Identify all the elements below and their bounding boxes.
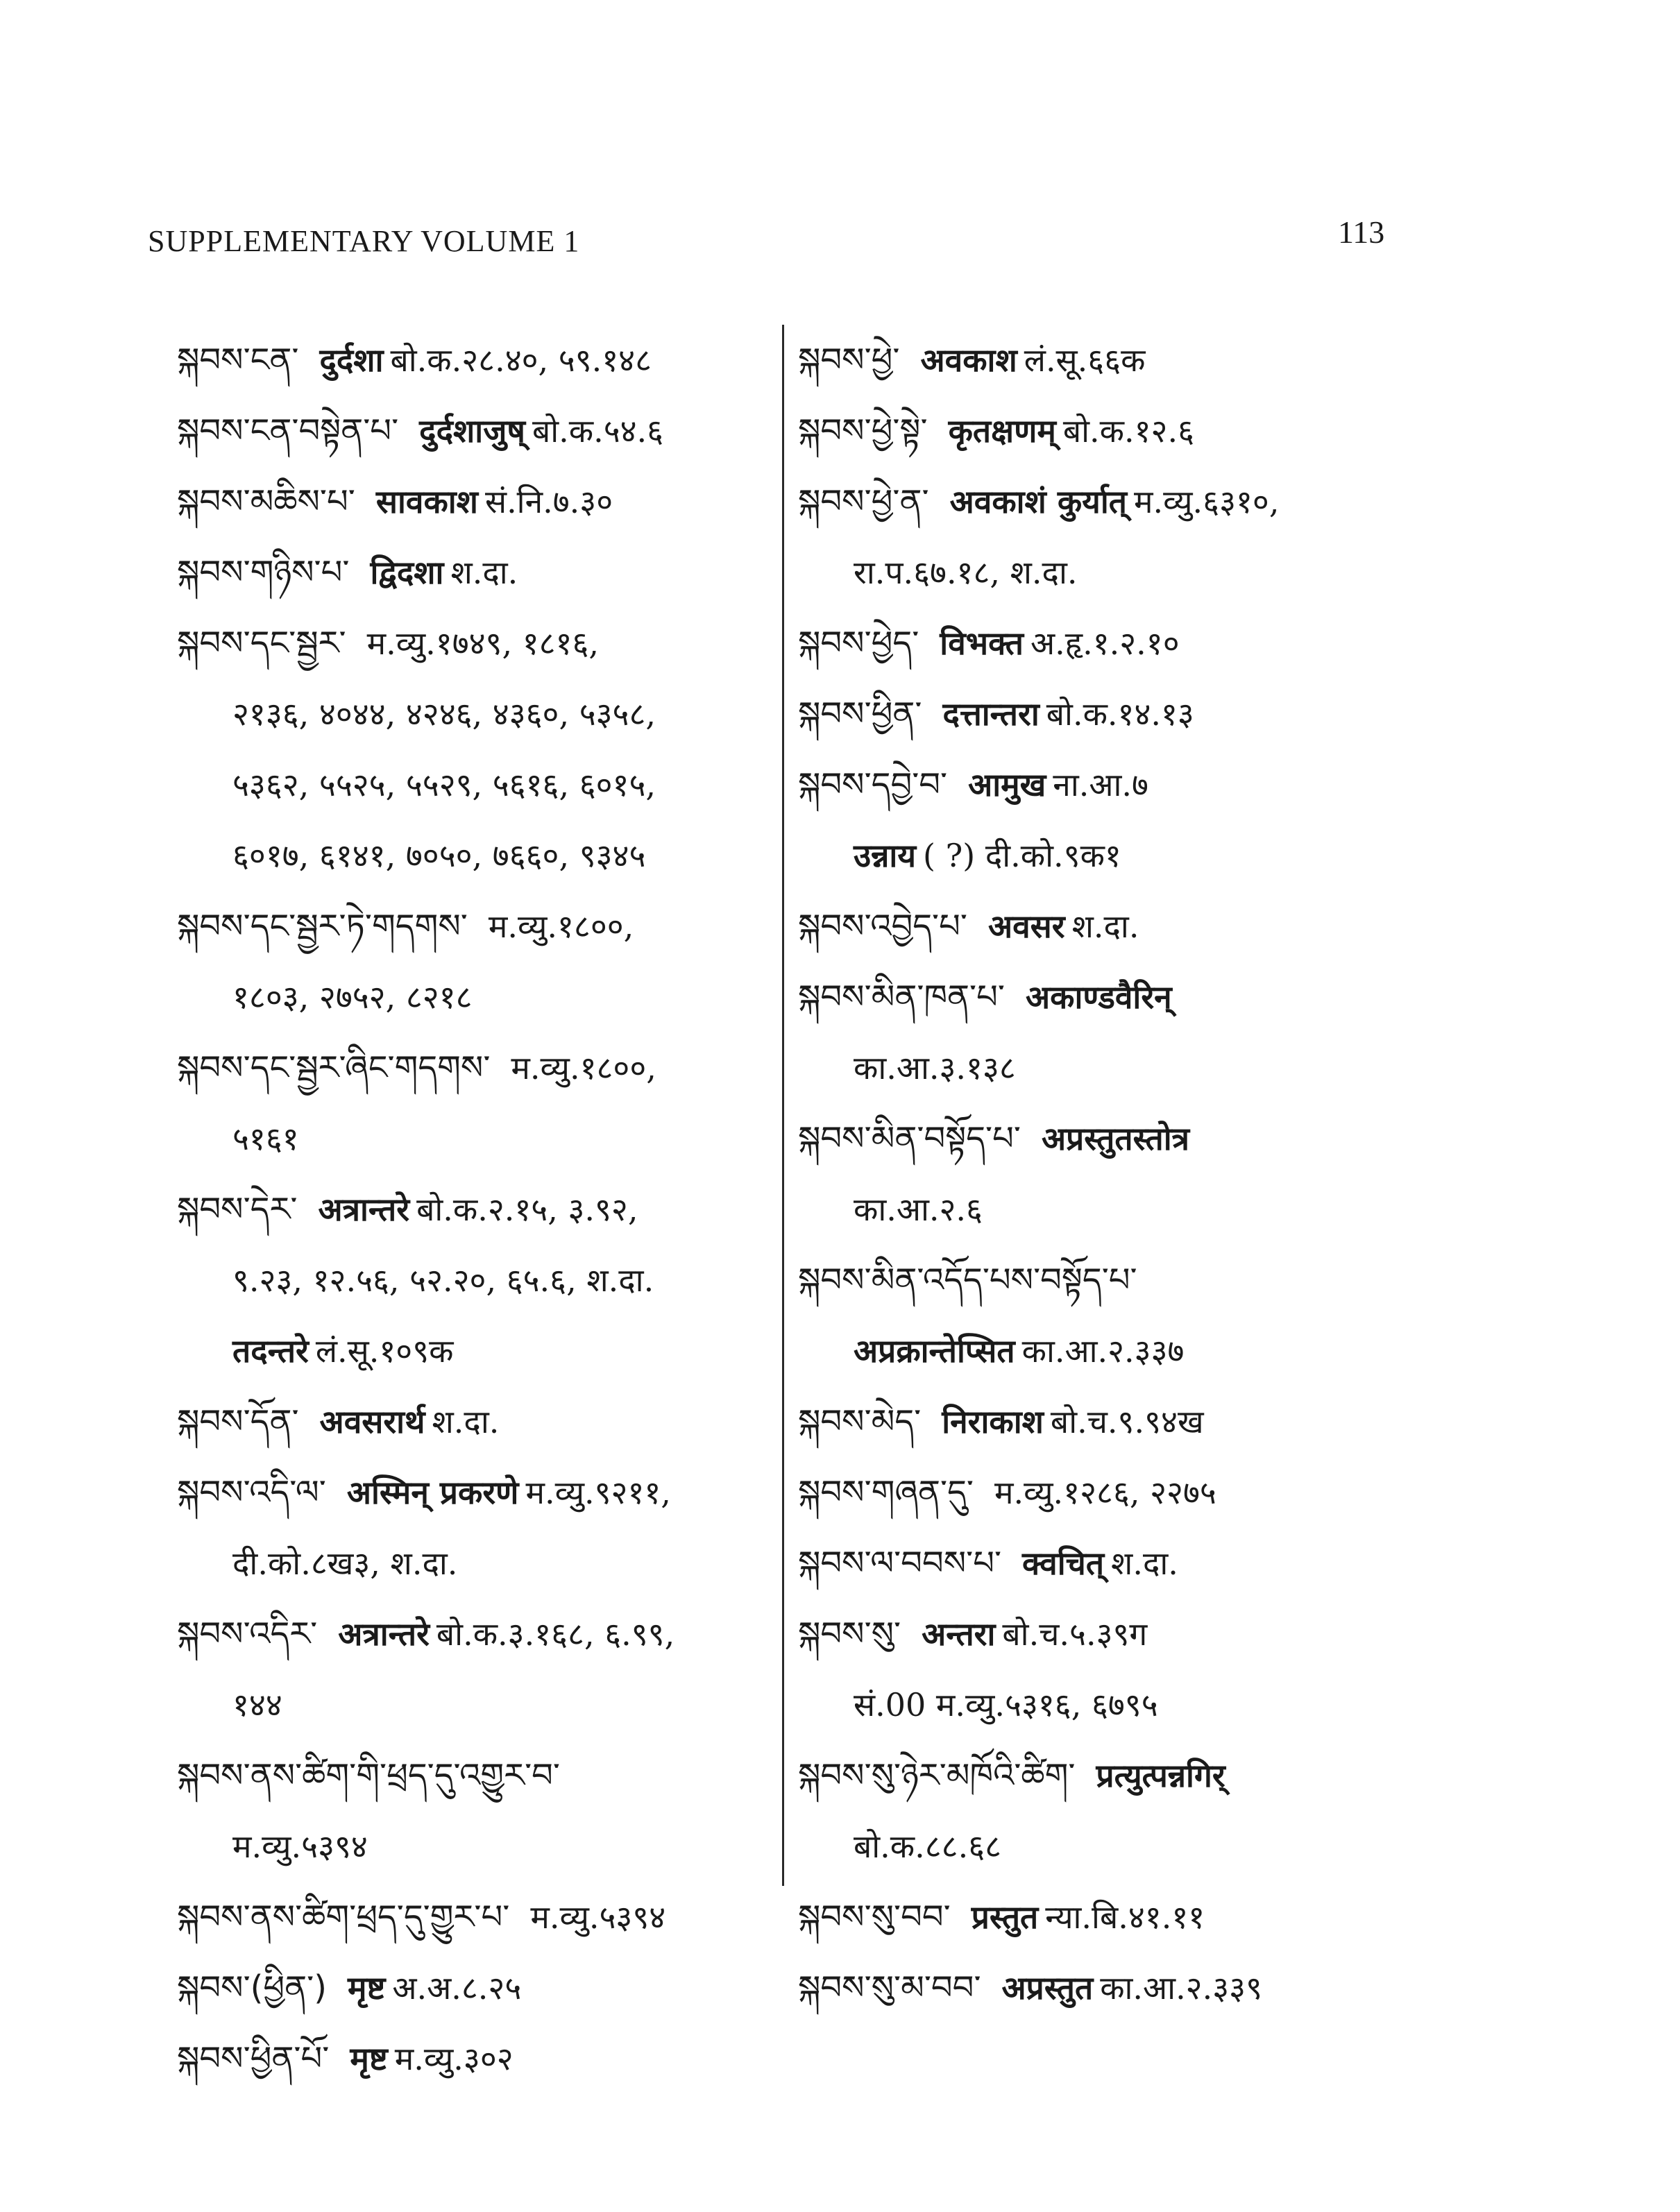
source-reference: बो.क.१४.१३ [1046,695,1194,733]
tibetan-headword: སྐབས་མིན་འདོད་པས་བསྟོད་པ་ [798,1261,1137,1300]
entry-continuation-line [798,820,1367,891]
entry-line [177,537,774,608]
entry-line [798,962,1367,1032]
entry-line [798,466,1367,537]
source-reference: म.व्यु.५३९४ [232,1828,368,1865]
entry-line [798,749,1367,820]
sanskrit-equivalent: अप्रक्रान्तेप्सित [854,1332,1015,1370]
tibetan-headword: སྐབས་མིན་ཁན་པ་ [798,978,1005,1016]
tibetan-headword: སྐབས་འབྱེད་པ་ [798,907,967,946]
entry-line [798,1245,1367,1316]
source-reference: म.व्यु.३०२ [394,2040,514,2077]
entry-line [798,1882,1367,1952]
sanskrit-equivalent: प्रत्युत्पन्नगिर् [1096,1757,1225,1794]
source-reference: बो.क.५४.६ [532,412,664,450]
source-reference: ९.२३, १२.५६, ५२.२०, ६५.६, श.दा. [232,1261,654,1299]
source-reference: बो.क.२.१५, ३.९२, [416,1191,638,1228]
entry-line [177,1952,774,2023]
entry-line [798,891,1367,962]
sanskrit-equivalent: मृष्ट [350,2040,388,2077]
entry-continuation-line [798,537,1367,608]
entry-continuation-line [177,820,774,891]
entry-continuation-line [177,1103,774,1174]
source-reference: बो.क.१२.६ [1062,412,1195,450]
source-reference: १८०३, २७५२, ८२१८ [232,978,473,1016]
tibetan-headword: སྐབས་ཕྱིན་ [798,695,922,733]
entry-continuation-line [798,1669,1367,1740]
entry-line [177,1032,774,1103]
entry-continuation-line [798,1174,1367,1245]
tibetan-headword: སྐབས་ལ་བབས་པ་ [798,1544,1002,1583]
source-reference: ५३६२, ५५२५, ५५२९, ५६१६, ६०१५, [232,766,656,803]
entry-line [798,608,1367,679]
entry-line [177,1457,774,1528]
source-reference: का.आ.२.३३७ [1021,1332,1185,1370]
entry-line [177,1386,774,1457]
tibetan-headword: སྐབས་སུ་བབ་ [798,1898,951,1937]
entry-line [177,891,774,962]
sanskrit-equivalent: अन्तरा [922,1615,996,1653]
entry-continuation-line [798,1316,1367,1386]
sanskrit-equivalent: निराकाश [942,1403,1044,1440]
source-reference: ना.आ.७ [1053,766,1148,803]
entry-line [798,1528,1367,1599]
source-reference: म.व्यु.९२११, [525,1474,671,1511]
source-reference: बो.क.८८.६८ [854,1828,1002,1865]
tibetan-headword: སྐབས་ཕྱིན་པོ་ [177,2039,330,2078]
sanskrit-equivalent: द्विदशा [370,554,444,591]
source-reference: श.दा. [432,1403,500,1440]
column-divider [782,325,784,1886]
source-reference: बो.क.३.१६८, ६.९९, [436,1615,675,1653]
source-reference: म.व्यु.१८००, [488,908,634,945]
tibetan-headword: སྐབས་ཕྱེ་ [798,341,900,380]
entry-line [177,1882,774,1952]
entry-continuation-line [798,1032,1367,1103]
entry-continuation-line [177,1669,774,1740]
tibetan-headword: སྐབས་སུ་ཉེར་མཁོའི་ཚིག་ [798,1756,1076,1795]
sanskrit-equivalent: अप्रस्तुतस्तोत्र [1041,1120,1190,1157]
source-reference: का.आ.२.६ [854,1191,983,1228]
entry-continuation-line [177,962,774,1032]
tibetan-headword: སྐབས་དང་སྦྱར་ཏེ་གདགས་ [177,907,468,946]
tibetan-headword: སྐབས་ཕྱེད་ [798,624,919,663]
tibetan-headword: སྐབས་ནས་ཚིག་ཕྲད་དུ་གྱུར་པ་ [177,1898,510,1937]
tibetan-headword: སྐབས་ངན་ [177,341,299,380]
entry-line [798,1103,1367,1174]
source-reference: लं.सू.६६क [1024,341,1146,379]
entry-line [798,1952,1367,2023]
source-reference: म.व्यु.१७४९, १८१६, [366,624,599,662]
source-reference: सं.नि.७.३० [484,483,613,520]
source-reference: म.व्यु.६३१०, [1134,483,1280,520]
source-reference: बो.च.५.३९ग [1002,1615,1148,1653]
sanskrit-equivalent: दुर्दशा [319,341,384,379]
source-reference: श.दा. [1111,1545,1178,1582]
entry-continuation-line [177,749,774,820]
source-reference: न्या.बि.४१.११ [1045,1898,1205,1936]
source-reference: श.दा. [1071,908,1139,945]
source-reference: बो.क.२८.४०, ५९.१४८ [390,341,652,379]
entry-continuation-line [798,1811,1367,1882]
sanskrit-equivalent: अत्रान्तरे [338,1615,430,1653]
sanskrit-equivalent: अवसर [987,908,1065,945]
source-reference: श.दा. [450,554,518,591]
sanskrit-equivalent: प्रस्तुत [971,1898,1039,1936]
tibetan-headword: སྐབས་ཕྱེ་སྟེ་ [798,411,928,450]
entry-line [798,1599,1367,1669]
sanskrit-equivalent: विभक्त [940,624,1024,662]
sanskrit-equivalent: दुर्दशाजुष् [419,412,525,450]
source-reference: ५१६१ [232,1120,299,1157]
sanskrit-equivalent: अप्रस्तुत [1001,1969,1094,2007]
entry-continuation-line [177,1245,774,1316]
tibetan-headword: སྐབས་སུ་མ་བབ་ [798,1968,981,2007]
tibetan-headword: སྐབས་(ཕྱིན་) [177,1968,327,2007]
source-reference: रा.प.६७.१८, श.दा. [854,554,1078,591]
source-reference: का.आ.२.३३९ [1100,1969,1262,2007]
entry-line [177,395,774,466]
source-reference: म.व्यु.१२८६, २२७५ [994,1474,1216,1511]
tibetan-headword: སྐབས་གཉིས་པ་ [177,553,350,592]
sanskrit-equivalent: उन्नाय [854,837,917,874]
tibetan-headword: སྐབས་ངན་བསྟེན་པ་ [177,411,399,450]
entry-line [798,1386,1367,1457]
entry-continuation-line [177,1528,774,1599]
source-reference: अ.अ.८.२५ [392,1969,522,2007]
sanskrit-equivalent: अकाण्डवैरिन् [1026,978,1172,1016]
tibetan-headword: སྐབས་དེར་ [177,1190,298,1229]
source-reference: ६०१७, ६१४१, ७०५०, ७६६०, ९३४५ [232,837,646,874]
entry-line [177,325,774,395]
page-header [0,0,1680,291]
tibetan-headword: སྐབས་གཞན་དུ་ [798,1473,974,1512]
source-reference: दी.को.८ख३, श.दा. [232,1545,458,1582]
page-number: 113 [1338,214,1385,250]
sanskrit-equivalent: अवकाश [920,341,1017,379]
source-reference: म.व्यु.५३९४ [530,1898,666,1936]
entry-line [177,1174,774,1245]
source-reference: बो.च.९.९४ख [1050,1403,1204,1440]
source-reference: १४४ [232,1686,282,1724]
tibetan-headword: སྐབས་མེད་ [798,1402,922,1441]
entry-line [798,395,1367,466]
running-head: SUPPLEMENTARY VOLUME 1 [148,224,580,258]
sanskrit-equivalent: अत्रान्तरे [318,1191,410,1228]
sanskrit-equivalent: तदन्तरे [232,1332,309,1370]
entry-line [177,2023,774,2094]
tibetan-headword: སྐབས་མཆིས་པ་ [177,482,355,521]
sanskrit-equivalent: कृतक्षणम् [948,412,1056,450]
tibetan-headword: སྐབས་དང་སྦྱར་ཞིང་གདགས་ [177,1048,491,1087]
sanskrit-equivalent: अस्मिन् प्रकरणे [346,1474,519,1511]
sanskrit-equivalent: मृष्ट [347,1969,386,2007]
tibetan-headword: སྐབས་དང་སྦྱར་ [177,624,346,663]
entry-line [798,1457,1367,1528]
sanskrit-equivalent: क्वचित् [1022,1545,1105,1582]
sanskrit-equivalent: आमुख [968,766,1046,803]
sanskrit-equivalent: अवसरार्थ [319,1403,425,1440]
source-reference: म.व्यु.१८००, [511,1049,656,1087]
tibetan-headword: སྐབས་དབྱེ་བ་ [798,765,948,804]
tibetan-headword: སྐབས་མིན་བསྟོད་པ་ [798,1119,1021,1158]
sanskrit-equivalent: सावकाश [375,483,478,520]
tibetan-headword: སྐབས་སུ་ [798,1615,901,1653]
tibetan-headword: སྐབས་འདི་ལ་ [177,1473,326,1512]
tibetan-headword: སྐབས་འདིར་ [177,1615,318,1653]
tibetan-headword: སྐབས་ནས་ཚིག་གི་ཕྲད་དུ་འགྱུར་བ་ [177,1756,561,1795]
entry-line [177,1740,774,1811]
entry-line [798,1740,1367,1811]
entry-continuation-line [177,1811,774,1882]
entry-line [798,679,1367,749]
source-reference: सं.00 म.व्यु.५३१६, ६७९५ [854,1686,1158,1724]
entry-continuation-line [177,679,774,749]
sanskrit-equivalent: अवकाशं कुर्यात् [949,483,1127,520]
source-reference: लं.सू.१०९क [315,1332,454,1370]
source-reference: २१३६, ४०४४, ४२४६, ४३६०, ५३५८, [232,695,656,733]
left-column [177,325,774,2094]
entry-line [798,325,1367,395]
right-column [798,325,1367,2023]
source-reference: अ.हृ.१.२.१० [1030,624,1180,662]
source-reference: ( ?) दी.को.९क१ [923,837,1121,874]
entry-line [177,1599,774,1669]
entry-line [177,466,774,537]
tibetan-headword: སྐབས་ཕྱེ་ན་ [798,482,929,521]
sanskrit-equivalent: दत्तान्तरा [942,695,1040,733]
source-reference: का.आ.३.१३८ [854,1049,1016,1087]
entry-continuation-line [177,1316,774,1386]
tibetan-headword: སྐབས་དོན་ [177,1402,299,1441]
entry-line [177,608,774,679]
